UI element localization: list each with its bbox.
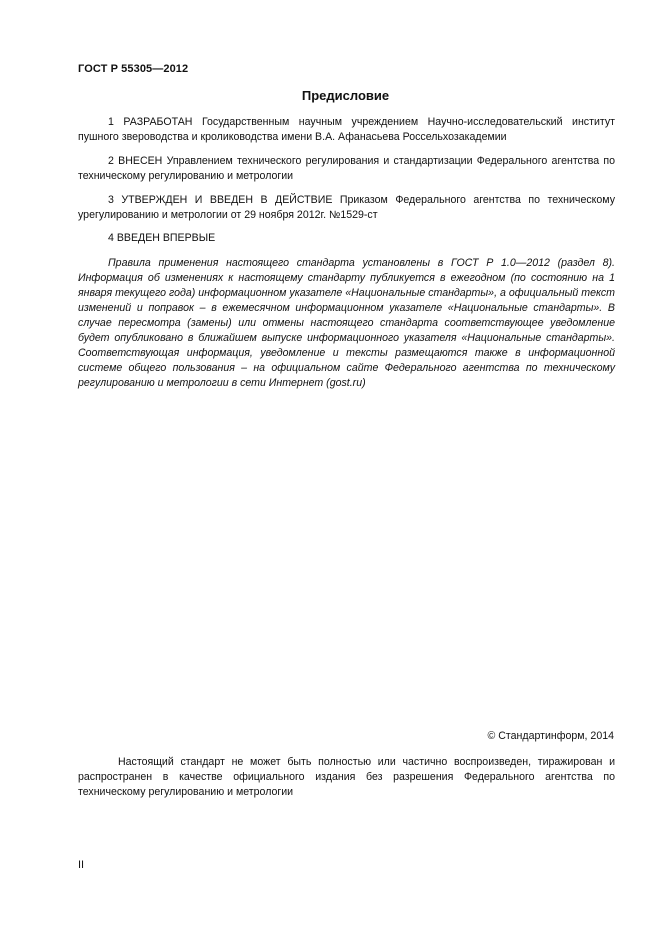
copyright-line: © Стандартинформ, 2014 bbox=[487, 730, 614, 742]
paragraph-first-introduced: 4 ВВЕДЕН ВПЕРВЫЕ bbox=[108, 232, 216, 244]
paragraph-approved: 3 УТВЕРЖДЕН И ВВЕДЕН В ДЕЙСТВИЕ Приказом Федерального агентства по техническому урегулированию и метрологии от 29 ноября 2012г. №1529-ст bbox=[78, 194, 615, 221]
page-number: II bbox=[78, 859, 85, 871]
paragraph-introduced: 2 ВНЕСЕН Управлением технического регулирования и стандартизации Федерального агентства по техническому регулированию и метрологии bbox=[78, 155, 615, 182]
rules-note: Правила применения настоящего стандарта установлены в ГОСТ Р 1.0—2012 (раздел 8). Информация об изменениях к настоящему стандарту публикуется в ежегодном (по состоянию на 1 января текущего года) информационном указателе «Национальные стандарты», а официальный текст изменений и поправок – в ежемесячном информационном указателе «Национальные стандарты». В случае пересмотра (замены) или отмены настоящего стандарта соответствующее уведомление будет опубликовано в ближайшем выпуске информационного указателя «Национальные стандарты». Соответствующая информация, уведомление и тексты размещаются также в информационной системе общего пользования – на официальном сайте Федерального агентства по техническому регулированию и метрологии в сети Интернет (gost.ru) bbox=[78, 257, 615, 389]
reproduction-notice: Настоящий стандарт не может быть полностью или частично воспроизведен, тиражирован и распространен в качестве официального издания без разрешения Федерального агентства по техническому регулированию и метрологии bbox=[78, 756, 615, 798]
paragraph-developed: 1 РАЗРАБОТАН Государственным научным учреждением Научно-исследовательский институт пушного звероводства и кролиководства имени В.А. Афанасьева Россельхозакадемии bbox=[78, 116, 615, 143]
section-title: Предисловие bbox=[301, 88, 390, 103]
standard-code: ГОСТ Р 55305—2012 bbox=[78, 63, 189, 75]
